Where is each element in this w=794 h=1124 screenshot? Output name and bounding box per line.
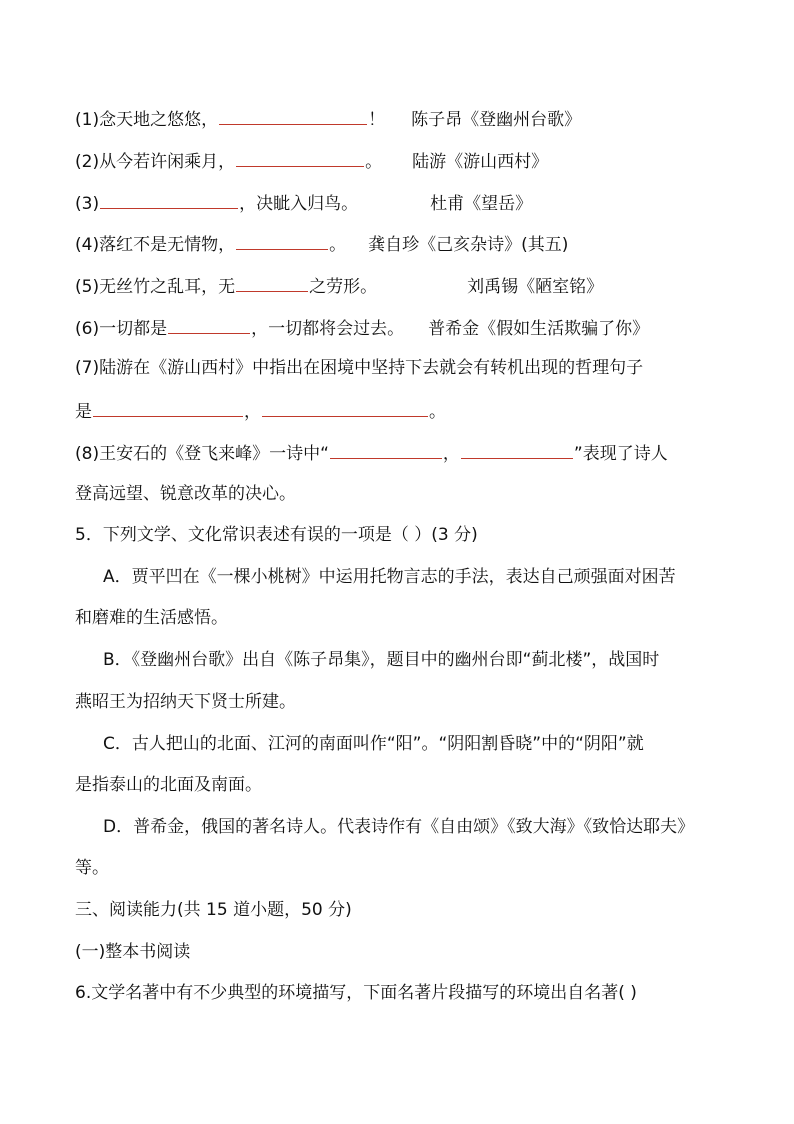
fill-blank-q3 (75, 190, 532, 214)
fill-blank-q5 (75, 273, 603, 297)
question5-option-c-line1: C．古人把山的北面、江河的南面叫作“阳”。“阴阳割昏晓”中的“阴阳”就 (103, 734, 644, 754)
q5-source: 刘禹锡《陋室铭》 (467, 277, 604, 297)
q1-text-after: ！ (368, 110, 386, 130)
q4-text-before: (4)落红不是无情物， (75, 235, 236, 255)
q8-text-mid: ， (442, 444, 460, 464)
q2-text-after: 。 (365, 152, 383, 172)
section3-sub-heading: (一)整本书阅读 (75, 942, 191, 962)
q4-blank[interactable] (236, 231, 328, 250)
q8-text-after: ”表现了诗人 (573, 444, 668, 464)
question5-option-a-line2: 和磨难的生活感悟。 (75, 608, 228, 628)
q7-blank-2[interactable] (262, 398, 428, 417)
section3-heading: 三、阅读能力(共 15 道小题，50 分) (75, 900, 352, 920)
q7-question-text: (7)陆游在《游山西村》中指出在困境中坚持下去就会有转机出现的哲理句子 (75, 358, 644, 378)
q7-text-before: 是 (75, 402, 92, 422)
fill-blank-q6 (75, 315, 649, 339)
fill-blank-q7-line2 (75, 398, 446, 422)
q8-text-continued: 登高远望、锐意改革的决心。 (75, 484, 296, 504)
q5-text-before: (5)无丝竹之乱耳，无 (75, 277, 236, 297)
question5-option-b-line2: 燕昭王为招纳天下贤士所建。 (75, 692, 296, 712)
q3-text-after: ，决眦入归鸟。 (239, 194, 359, 214)
q2-blank[interactable] (236, 148, 364, 167)
q6-source: 普希金《假如生活欺骗了你》 (428, 319, 650, 339)
fill-blank-q2 (75, 148, 548, 172)
fill-blank-q1 (75, 106, 581, 130)
q5-text-after: 之劳形。 (309, 277, 378, 297)
question5-option-a-line1: A．贾平凹在《一棵小桃树》中运用托物言志的手法，表达自己顽强面对困苦 (103, 567, 676, 587)
q4-source: 龚自珍《己亥杂诗》(其五) (368, 235, 569, 255)
q3-source: 杜甫《望岳》 (430, 194, 533, 214)
question5-option-b-line1: B．《登幽州台歌》出自《陈子昂集》，题目中的幽州台即“蓟北楼”，战国时 (103, 650, 660, 670)
q3-blank[interactable] (100, 190, 238, 209)
fill-blank-q4 (75, 231, 568, 255)
q6-blank[interactable] (168, 315, 250, 334)
q5-blank[interactable] (236, 273, 308, 292)
fill-blank-q8-line2 (75, 482, 296, 506)
q6-text-before: (6)一切都是 (75, 319, 168, 339)
question5-option-d-line2: 等。 (75, 858, 109, 878)
q3-text-before: (3) (75, 194, 100, 214)
q7-text-after: 。 (429, 402, 446, 422)
q2-text-before: (2)从今若许闲乘月， (75, 152, 236, 172)
q6-text-after: ，一切都将会过去。 (251, 319, 405, 339)
q8-text-before: (8)王安石的《登飞来峰》一诗中“ (75, 444, 329, 464)
q1-source: 陈子昂《登幽州台歌》 (411, 110, 582, 130)
question6-stem: 6.文学名著中有不少典型的环境描写，下面名著片段描写的环境出自名著( ) (75, 983, 637, 1003)
q7-blank-1[interactable] (93, 398, 243, 417)
question5-stem: 5．下列文学、文化常识表述有误的一项是（ ）(3 分) (75, 525, 478, 545)
fill-blank-q8-line1 (75, 440, 668, 464)
q1-text-before: (1)念天地之悠悠， (75, 110, 219, 130)
q7-text-mid: ， (244, 402, 261, 422)
q8-blank-2[interactable] (461, 440, 573, 459)
q4-text-after: 。 (329, 235, 347, 255)
question5-option-d-line1: D．普希金，俄国的著名诗人。代表诗作有《自由颂》《致大海》《致恰达耶夫》 (103, 817, 695, 837)
q1-blank[interactable] (219, 106, 367, 125)
q8-blank-1[interactable] (330, 440, 442, 459)
fill-blank-q7-line1 (75, 356, 643, 380)
question5-option-c-line2: 是指泰山的北面及南面。 (75, 775, 262, 795)
q2-source: 陆游《游山西村》 (412, 152, 549, 172)
